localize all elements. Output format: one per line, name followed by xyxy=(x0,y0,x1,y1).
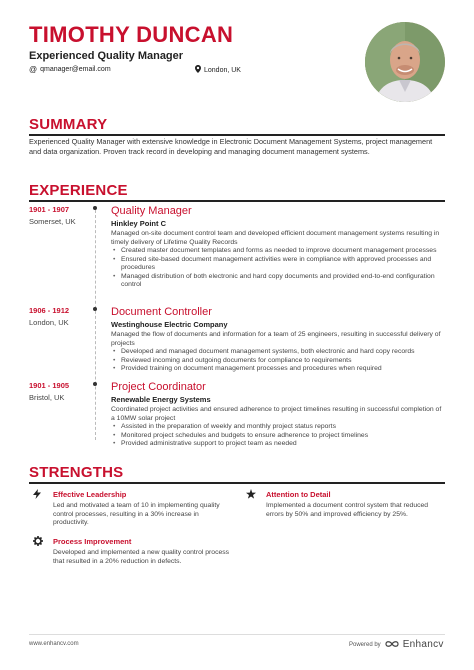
brand-name: Enhancv xyxy=(402,639,444,650)
experience-divider xyxy=(29,200,445,202)
experience-date: 1901 - 1905 xyxy=(29,381,70,390)
company-name: Westinghouse Electric Company xyxy=(111,320,228,329)
summary-text: Experienced Quality Manager with extensive knowledge in Electronic Document Management Systems, project management and data organization. Proven track record in developing and managing document management systems. xyxy=(29,137,433,156)
job-description: Managed on-site document control team and developed efficient document management systems resulting in timely delivery of Lifetime Quality Records xyxy=(111,230,440,246)
experience-date: 1901 - 1907 xyxy=(29,205,70,214)
timeline-line xyxy=(95,210,96,440)
lightning-icon xyxy=(33,489,41,501)
email-text: qmanager@email.com xyxy=(40,66,111,73)
job-description: Coordinated project activities and ensured adherence to project timelines resulting in successful completion of a 10MW solar project xyxy=(111,406,442,422)
strengths-divider xyxy=(29,482,445,484)
job-title: Quality Manager xyxy=(111,205,192,217)
experience-place: Bristol, UK xyxy=(29,393,65,402)
job-bullet: • Provided training on document management processes and procedures when required xyxy=(111,365,445,374)
company-name: Hinkley Point C xyxy=(111,219,167,228)
enhancv-logo-icon xyxy=(385,640,399,650)
company-name: Renewable Energy Systems xyxy=(111,395,211,404)
candidate-name: TIMOTHY DUNCAN xyxy=(29,22,234,47)
pin-icon xyxy=(195,65,201,75)
footer-divider xyxy=(29,634,445,635)
job-bullets xyxy=(111,247,445,290)
at-icon: @ xyxy=(29,65,38,74)
strength-title: Attention to Detail xyxy=(266,490,331,499)
job-bullet: • Reviewed incoming and outgoing documents for compliance to requirements xyxy=(111,357,445,366)
gear-icon xyxy=(33,536,43,548)
footer-branding[interactable] xyxy=(349,639,444,650)
location-text: London, UK xyxy=(204,66,241,74)
job-title: Project Coordinator xyxy=(111,381,206,393)
summary-divider xyxy=(29,134,445,136)
strength-title: Effective Leadership xyxy=(53,490,127,499)
profile-photo xyxy=(365,22,445,102)
job-title: Document Controller xyxy=(111,306,212,318)
strength-text: Implemented a document control system that reduced errors by 50% and improved efficiency by 25%. xyxy=(266,502,429,518)
candidate-role: Experienced Quality Manager xyxy=(29,50,184,62)
experience-date: 1906 - 1912 xyxy=(29,306,70,315)
job-bullets xyxy=(111,423,445,449)
experience-place: Somerset, UK xyxy=(29,217,76,226)
contact-email[interactable] xyxy=(29,65,111,74)
contact-location xyxy=(195,65,241,75)
timeline-dot xyxy=(93,382,97,386)
job-bullet: • Provided administrative support to project team as needed xyxy=(111,440,445,449)
job-bullet: • Created master document templates and forms as needed to improve document management processes xyxy=(111,247,445,256)
powered-by-text: Powered by xyxy=(349,641,381,648)
strength-text: Developed and implemented a new quality control process that resulted in a 20% reduction in defects. xyxy=(53,549,230,565)
strength-title: Process Improvement xyxy=(53,537,132,546)
experience-place: London, UK xyxy=(29,318,69,327)
timeline-dot xyxy=(93,307,97,311)
summary-heading: SUMMARY xyxy=(29,116,108,133)
job-bullet: • Ensured site-based document management activities were in compliance with approved processes and procedures xyxy=(111,256,445,273)
strengths-heading: STRENGTHS xyxy=(29,464,124,481)
strength-text: Led and motivated a team of 10 in implementing quality control processes, resulting in a 30% increase in productivity. xyxy=(53,502,220,526)
job-description: Managed the flow of documents and information for a team of 25 engineers, resulting in successful delivery of projects xyxy=(111,331,441,347)
job-bullet: • Managed distribution of both electronic and hard copy documents and provided end-to-end configuration control xyxy=(111,273,445,290)
job-bullet: • Assisted in the preparation of weekly and monthly project status reports xyxy=(111,423,445,432)
footer-url[interactable]: www.enhancv.com xyxy=(29,641,79,647)
star-icon xyxy=(246,489,256,501)
job-bullet: • Monitored project schedules and budgets to ensure adherence to project timelines xyxy=(111,432,445,441)
experience-heading: EXPERIENCE xyxy=(29,182,128,199)
job-bullet: • Developed and managed document management systems, both electronic and hard copy records xyxy=(111,348,445,357)
timeline-dot xyxy=(93,206,97,210)
job-bullets xyxy=(111,348,445,374)
